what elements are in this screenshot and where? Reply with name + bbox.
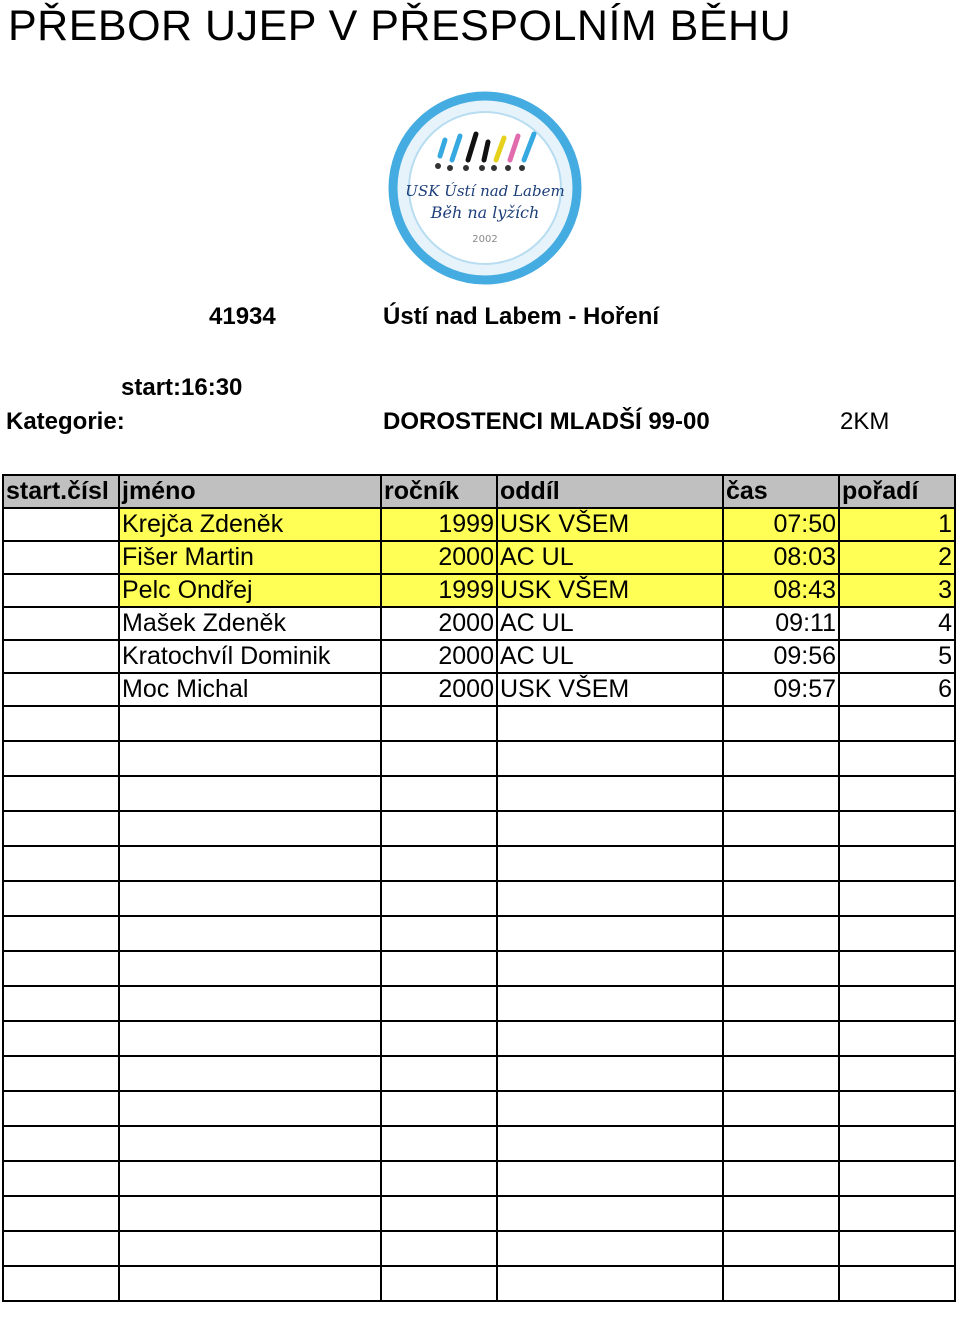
empty-cell — [839, 1231, 955, 1266]
rank-cell: 4 — [839, 607, 955, 640]
empty-cell — [497, 776, 723, 811]
empty-row — [3, 1266, 955, 1301]
bib-header: start.čísl — [3, 475, 119, 508]
empty-row — [3, 1091, 955, 1126]
empty-cell — [839, 1126, 955, 1161]
empty-cell — [723, 1196, 839, 1231]
empty-cell — [381, 881, 497, 916]
empty-cell — [381, 811, 497, 846]
rank-cell: 2 — [839, 541, 955, 574]
category-name: DOROSTENCI MLADŠÍ 99-00 — [383, 408, 710, 435]
time-cell: 08:03 — [723, 541, 839, 574]
empty-cell — [381, 986, 497, 1021]
club-cell: USK VŠEM — [497, 673, 723, 706]
empty-cell — [381, 1266, 497, 1301]
empty-cell — [497, 1056, 723, 1091]
empty-row — [3, 986, 955, 1021]
time-cell: 09:57 — [723, 673, 839, 706]
empty-cell — [3, 1196, 119, 1231]
empty-cell — [839, 1021, 955, 1056]
empty-cell — [723, 1021, 839, 1056]
empty-cell — [3, 881, 119, 916]
empty-cell — [723, 846, 839, 881]
time-cell: 07:50 — [723, 508, 839, 541]
empty-cell — [119, 881, 381, 916]
bib-cell — [3, 673, 119, 706]
empty-cell — [497, 986, 723, 1021]
empty-cell — [119, 1196, 381, 1231]
year-cell: 1999 — [381, 508, 497, 541]
table-row — [3, 673, 955, 706]
empty-cell — [119, 1126, 381, 1161]
empty-cell — [3, 706, 119, 741]
empty-cell — [497, 811, 723, 846]
empty-cell — [119, 811, 381, 846]
empty-row — [3, 741, 955, 776]
empty-cell — [3, 741, 119, 776]
empty-cell — [3, 986, 119, 1021]
empty-row — [3, 951, 955, 986]
empty-cell — [497, 1196, 723, 1231]
empty-cell — [119, 986, 381, 1021]
empty-row — [3, 1196, 955, 1231]
empty-row — [3, 1231, 955, 1266]
empty-cell — [381, 1021, 497, 1056]
empty-cell — [119, 741, 381, 776]
empty-cell — [839, 916, 955, 951]
empty-cell — [381, 1091, 497, 1126]
empty-cell — [119, 951, 381, 986]
empty-cell — [497, 1091, 723, 1126]
rank-cell: 3 — [839, 574, 955, 607]
empty-cell — [381, 706, 497, 741]
empty-cell — [839, 1091, 955, 1126]
empty-cell — [119, 1266, 381, 1301]
empty-cell — [381, 776, 497, 811]
empty-cell — [497, 881, 723, 916]
empty-cell — [3, 1161, 119, 1196]
empty-cell — [119, 846, 381, 881]
empty-cell — [381, 1161, 497, 1196]
empty-cell — [3, 1126, 119, 1161]
club-cell: AC UL — [497, 607, 723, 640]
time-header: čas — [723, 475, 839, 508]
empty-cell — [723, 1056, 839, 1091]
empty-cell — [497, 846, 723, 881]
name-header: jméno — [119, 475, 381, 508]
empty-cell — [723, 811, 839, 846]
club-cell: USK VŠEM — [497, 508, 723, 541]
empty-cell — [723, 1091, 839, 1126]
year-cell: 2000 — [381, 607, 497, 640]
empty-cell — [723, 741, 839, 776]
empty-cell — [839, 1161, 955, 1196]
empty-cell — [723, 776, 839, 811]
empty-cell — [381, 1231, 497, 1266]
empty-cell — [839, 811, 955, 846]
table-row — [3, 508, 955, 541]
empty-row — [3, 881, 955, 916]
empty-cell — [119, 1021, 381, 1056]
year-cell: 2000 — [381, 541, 497, 574]
empty-cell — [381, 951, 497, 986]
bib-cell — [3, 541, 119, 574]
club-cell: AC UL — [497, 541, 723, 574]
empty-row — [3, 1021, 955, 1056]
page-title: PŘEBOR UJEP V PŘESPOLNÍM BĚHU — [8, 2, 792, 50]
empty-cell — [381, 1196, 497, 1231]
empty-cell — [3, 951, 119, 986]
empty-row — [3, 846, 955, 881]
empty-row — [3, 706, 955, 741]
empty-cell — [497, 1021, 723, 1056]
empty-cell — [497, 1126, 723, 1161]
start-time: start:16:30 — [121, 374, 243, 401]
bib-cell — [3, 607, 119, 640]
empty-cell — [723, 1126, 839, 1161]
event-id: 41934 — [209, 303, 276, 330]
empty-cell — [3, 1266, 119, 1301]
time-cell: 08:43 — [723, 574, 839, 607]
table-row — [3, 640, 955, 673]
empty-row — [3, 1126, 955, 1161]
empty-cell — [381, 1056, 497, 1091]
category-label: Kategorie: — [6, 408, 125, 435]
time-cell: 09:11 — [723, 607, 839, 640]
club-cell: AC UL — [497, 640, 723, 673]
empty-cell — [839, 741, 955, 776]
name-cell: Krejča Zdeněk — [119, 508, 381, 541]
empty-cell — [839, 846, 955, 881]
empty-cell — [723, 706, 839, 741]
empty-cell — [839, 881, 955, 916]
table-row — [3, 541, 955, 574]
empty-cell — [497, 1161, 723, 1196]
empty-cell — [839, 706, 955, 741]
name-cell: Pelc Ondřej — [119, 574, 381, 607]
year-header: ročník — [381, 475, 497, 508]
empty-cell — [497, 916, 723, 951]
club-logo — [378, 90, 592, 286]
empty-cell — [3, 1231, 119, 1266]
empty-cell — [723, 881, 839, 916]
empty-cell — [723, 1161, 839, 1196]
logo-year: 2002 — [472, 234, 498, 245]
name-cell: Kratochvíl Dominik — [119, 640, 381, 673]
logo-text-line1: USK Ústí nad Labem — [405, 182, 565, 200]
empty-cell — [381, 741, 497, 776]
club-header: oddíl — [497, 475, 723, 508]
empty-row — [3, 916, 955, 951]
name-cell: Moc Michal — [119, 673, 381, 706]
empty-cell — [497, 706, 723, 741]
empty-row — [3, 776, 955, 811]
event-location: Ústí nad Labem - Hoření — [383, 303, 660, 330]
empty-cell — [3, 1056, 119, 1091]
empty-cell — [723, 951, 839, 986]
name-cell: Mašek Zdeněk — [119, 607, 381, 640]
empty-cell — [839, 951, 955, 986]
empty-cell — [839, 1266, 955, 1301]
empty-cell — [119, 776, 381, 811]
year-cell: 1999 — [381, 574, 497, 607]
table-header-row — [3, 475, 955, 508]
empty-cell — [119, 1091, 381, 1126]
distance: 2KM — [840, 408, 890, 435]
empty-cell — [381, 916, 497, 951]
empty-cell — [381, 1126, 497, 1161]
empty-row — [3, 1056, 955, 1091]
time-cell: 09:56 — [723, 640, 839, 673]
empty-cell — [497, 951, 723, 986]
empty-cell — [497, 1266, 723, 1301]
empty-cell — [839, 1056, 955, 1091]
empty-cell — [381, 846, 497, 881]
empty-cell — [839, 986, 955, 1021]
empty-cell — [497, 1231, 723, 1266]
empty-cell — [3, 1021, 119, 1056]
empty-cell — [497, 741, 723, 776]
empty-cell — [839, 1196, 955, 1231]
club-cell: USK VŠEM — [497, 574, 723, 607]
empty-cell — [119, 706, 381, 741]
table-row — [3, 574, 955, 607]
rank-cell: 5 — [839, 640, 955, 673]
empty-cell — [119, 1161, 381, 1196]
empty-cell — [119, 1231, 381, 1266]
rank-cell: 1 — [839, 508, 955, 541]
rank-header: pořadí — [839, 475, 955, 508]
empty-cell — [119, 916, 381, 951]
empty-cell — [3, 916, 119, 951]
bib-cell — [3, 574, 119, 607]
empty-cell — [839, 776, 955, 811]
table-row — [3, 607, 955, 640]
empty-cell — [723, 986, 839, 1021]
rank-cell: 6 — [839, 673, 955, 706]
empty-row — [3, 811, 955, 846]
logo-text-line2: Běh na lyžích — [430, 203, 540, 222]
empty-cell — [119, 1056, 381, 1091]
empty-cell — [723, 1266, 839, 1301]
empty-cell — [723, 1231, 839, 1266]
empty-row — [3, 1161, 955, 1196]
empty-cell — [723, 916, 839, 951]
year-cell: 2000 — [381, 640, 497, 673]
bib-cell — [3, 640, 119, 673]
name-cell: Fišer Martin — [119, 541, 381, 574]
results-table — [2, 474, 956, 1302]
year-cell: 2000 — [381, 673, 497, 706]
bib-cell — [3, 508, 119, 541]
empty-cell — [3, 1091, 119, 1126]
empty-cell — [3, 846, 119, 881]
empty-cell — [3, 776, 119, 811]
empty-cell — [3, 811, 119, 846]
